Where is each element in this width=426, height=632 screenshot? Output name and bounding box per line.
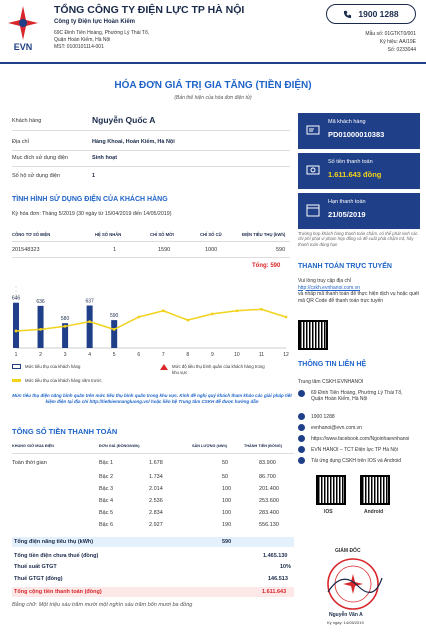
phone-icon: [343, 10, 352, 19]
invoice-header: [0, 0, 426, 68]
amount-due-card: [298, 153, 420, 189]
payment-price: 1.734: [149, 474, 163, 480]
chart-x-tick-label: 1: [14, 352, 18, 358]
payment-tier: Bậc 3: [99, 486, 114, 492]
chart-x-tick-label: 3: [63, 352, 67, 358]
grand-total-label: Tổng cộng tiền thanh toán (đồng): [14, 589, 102, 595]
vat-label: Thuế GTGT (đồng): [14, 576, 63, 582]
payment-tier: Bậc 6: [99, 522, 114, 528]
chart-bar: [38, 306, 44, 348]
chart-bar: [13, 303, 19, 348]
chart-previous-year-point: [88, 320, 91, 323]
amount-due: 1.611.643 đồng: [328, 170, 382, 179]
payment-amount: 83.900: [259, 460, 276, 466]
chart-bar-label: 580: [60, 316, 70, 323]
company-address: [54, 30, 149, 51]
due-date-card: [298, 193, 420, 229]
meter-number: 201548323: [12, 247, 40, 253]
tax-code: MST: 0100101114-001: [54, 44, 104, 50]
email-icon: [298, 424, 305, 431]
chart-x-tick-label: 9: [210, 352, 214, 358]
payment-price: 1.678: [149, 460, 163, 466]
payment-amount: 201.400: [259, 486, 279, 492]
legend-current: [12, 364, 80, 370]
customer-households-label: Số hộ sử dụng điện: [12, 173, 61, 179]
contact-email[interactable]: evnhanoi@evn.com.vn: [311, 424, 362, 431]
online-text: Vui lòng truy cập địa chỉ: [298, 278, 351, 284]
old-index: 1000: [205, 247, 218, 253]
payment-qty: 100: [222, 498, 232, 504]
table-divider: [12, 241, 290, 242]
payment-qty: 190: [222, 522, 232, 528]
online-payment-text: [298, 278, 420, 304]
payment-price: 2.536: [149, 498, 163, 504]
chart-bar: [111, 320, 117, 348]
usage-section-title: TÌNH HÌNH SỬ DỤNG ĐIỆN CỦA KHÁCH HÀNG: [12, 196, 168, 203]
money-icon: [306, 163, 320, 177]
chart-x-tick-label: 10: [234, 352, 240, 358]
subcompany-name: Công ty Điện lực Hoàn Kiếm: [54, 19, 136, 25]
customer-purpose-row: [12, 155, 118, 161]
payment-amount: 556.130: [259, 522, 279, 528]
contact-facebook[interactable]: https://www.facebook.com/Ngoinhaevnhanoi: [311, 435, 410, 442]
phone-icon: [298, 413, 305, 420]
chart-previous-year-point: [137, 316, 140, 319]
form-number: Mẫu số: 01GTKT0/001: [365, 31, 416, 37]
location-icon: [298, 390, 305, 397]
chart-x-tick-label: 4: [88, 352, 92, 358]
chart-x-tick-label: 2: [39, 352, 42, 358]
chart-x-tick-label: 8: [186, 352, 190, 358]
legend-current-label: Mức tiêu thụ của khách hàng: [25, 364, 81, 369]
due-date-label: Hạn thanh toán: [328, 199, 366, 205]
due-date: 21/05/2019: [328, 210, 366, 219]
chart-x-tick-label: 12: [283, 352, 289, 358]
director-title: GIÁM ĐỐC: [335, 548, 361, 554]
payment-tier: Bậc 4: [99, 498, 114, 504]
customer-name-row: [12, 115, 156, 125]
hotline-number: 1900 1288: [358, 9, 399, 19]
download-icon: [298, 457, 305, 464]
invoice-meta: [365, 30, 416, 54]
contact-address: 69 Đinh Tiên Hoàng, Phường Lý Thái Tổ, Quận Hoàn Kiếm, Hà Nội: [311, 390, 403, 402]
invoice-number: Số: 0233044: [387, 47, 416, 53]
payment-amount: 86.700: [259, 474, 276, 480]
contact-email-row: [298, 424, 362, 431]
online-text-2: và nhấp mã thanh toán để thực hiện dịch vụ hoặc quét mã QR Code để thanh toán trực tuyến: [298, 291, 419, 304]
pre-tax-label: Tổng tiền điện chưa thuế (đồng): [14, 553, 99, 559]
customer-households: 1: [92, 173, 96, 179]
chart-previous-year-point: [64, 325, 67, 328]
logo-text: EVN: [13, 42, 33, 52]
info-divider: [12, 130, 290, 131]
chart-x-tick-label: 5: [112, 352, 116, 358]
usage-chart: [8, 278, 294, 360]
vat-rate-label: Thuế suất GTGT: [14, 564, 57, 570]
payment-qty: 50: [222, 474, 229, 480]
customer-purpose-label: Mục đích sử dụng điện: [12, 155, 68, 161]
chart-x-tick-label: 6: [137, 352, 141, 358]
meter-col-header: CÔNG TƠ SỐ ĐIỆN: [12, 232, 51, 237]
total-kwh-label: Tổng điện năng tiêu thụ (kWh): [14, 539, 94, 545]
contact-download-row: [298, 457, 401, 464]
payment-group-label: Toàn thời gian: [12, 460, 47, 466]
legend-previous-label: Mức tiêu thụ của khách hàng năm trước: [25, 378, 102, 383]
payment-tier: Bậc 1: [99, 460, 114, 466]
contact-phone[interactable]: 1900 1288: [311, 413, 335, 420]
vat-rate: 10%: [280, 564, 292, 570]
payment-qty: 100: [222, 510, 232, 516]
customer-name-label: Khách hàng: [12, 118, 42, 124]
chart-previous-year-line: [16, 309, 286, 331]
payment-tier: Bậc 2: [99, 474, 114, 480]
android-label: Android: [364, 509, 384, 515]
payment-amount: 283.400: [259, 510, 279, 516]
payment-qty: 50: [222, 460, 229, 466]
info-divider: [12, 150, 290, 151]
chart-previous-year-point: [285, 316, 288, 319]
payment-tier: Bậc 5: [99, 510, 114, 516]
table-divider: [12, 453, 294, 454]
app-icon: [298, 446, 305, 453]
payment-amount: 253.600: [259, 498, 279, 504]
multiplier: 1: [113, 247, 117, 253]
contact-facebook-row: [298, 435, 409, 442]
director-name: Nguyễn Văn A: [329, 612, 363, 618]
chart-previous-year-point: [162, 309, 165, 312]
online-url-link[interactable]: http://cskh.evnhanoi.com.vn: [298, 284, 360, 291]
address-line-2: Quận Hoàn Kiếm, Hà Nội: [54, 37, 111, 43]
grand-total: 1.611.643: [262, 589, 287, 595]
new-index: 1590: [158, 247, 171, 253]
customer-purpose: Sinh hoạt: [92, 155, 118, 161]
contact-download: Tải ứng dụng CSKH trên IOS và Android: [311, 457, 402, 464]
invoice-subtitle: (Bản thể hiện của hóa đơn điện tử): [174, 95, 252, 101]
pre-tax: 1.465.130: [263, 553, 288, 559]
contact-phone-row: [298, 413, 335, 420]
legend-previous: [12, 378, 102, 384]
chart-previous-year-point: [15, 330, 18, 333]
legend-current-swatch: [12, 364, 21, 369]
customer-name: Nguyễn Quốc A: [92, 115, 156, 125]
info-divider: [12, 166, 290, 167]
late-payment-note: Trường hợp khách hàng thanh toán chậm, có thể phát sinh các chi phí phạt vi phạm hợp đồng và để xuất phát chậm trả, hãy thanh toán đúng hạn: [298, 231, 418, 247]
customer-address-row: [12, 139, 175, 145]
legend-area-label: Mức độ tiêu thụ bình quân của khách hàng trong khu vực: [172, 364, 265, 375]
consumption-col-header: ĐIỆN TIÊU THỤ (kWh): [242, 232, 286, 237]
tier-col-header: KHUNG GIỜ MUA ĐIỆN: [12, 444, 54, 448]
legend-area-swatch: [160, 364, 168, 370]
chart-x-tick-label: 11: [258, 352, 265, 358]
contact-app-row: [298, 446, 398, 453]
price-col-header: ĐƠN GIÁ (ĐỒNG/kWh): [99, 444, 140, 448]
payment-qr-code[interactable]: [298, 320, 328, 350]
customer-address-label: Địa chỉ: [12, 139, 29, 145]
calendar-icon: [306, 203, 320, 217]
chart-previous-year-point: [113, 328, 116, 331]
chart-previous-year-point: [260, 308, 263, 311]
vat: 146.513: [268, 576, 288, 582]
legend-previous-swatch: [12, 379, 21, 382]
payment-price: 2.927: [149, 522, 163, 528]
android-qr-code[interactable]: [360, 475, 390, 505]
ios-qr-code[interactable]: [316, 475, 346, 505]
amount-col-header: THÀNH TIỀN (ĐỒNG): [244, 444, 282, 448]
payment-price: 2.014: [149, 486, 163, 492]
old-index-col-header: CHỈ SỐ CŨ: [200, 232, 222, 237]
ios-label: IOS: [324, 509, 333, 515]
chart-bar-label: 636: [36, 298, 45, 305]
usage-total: Tổng: 590: [252, 263, 281, 269]
online-payment-title: THANH TOÁN TRỰC TUYẾN: [298, 263, 392, 270]
qty-col-header: SẢN LƯỢNG (kWh): [192, 444, 228, 448]
contact-app: EVN HANOI – TCT Điện lực TP Hà Nội: [311, 446, 398, 453]
amount-due-label: Số tiền thanh toán: [328, 159, 373, 165]
company-name: TỔNG CÔNG TY ĐIỆN LỰC TP HÀ NỘI: [54, 4, 245, 16]
invoice-title: HÓA ĐƠN GIÁ TRỊ GIA TĂNG (TIỀN ĐIỆN): [114, 80, 312, 91]
chart-previous-year-point: [186, 319, 189, 322]
legend-area: [160, 364, 270, 375]
header-divider: [0, 62, 426, 64]
customer-code-label: Mã khách hàng: [328, 119, 366, 125]
consumption: 590: [276, 247, 286, 253]
chart-x-tick-label: 7: [161, 352, 165, 358]
multiplier-col-header: HỆ SỐ NHÂN: [95, 232, 122, 237]
payment-section-title: TỔNG SỐ TIỀN THANH TOÁN: [12, 427, 118, 436]
id-card-icon: [306, 123, 320, 137]
chart-previous-year-point: [236, 309, 239, 312]
contact-center: Trung tâm CSKH EVNHANOI: [298, 379, 364, 385]
hotline-badge[interactable]: [326, 4, 416, 24]
saving-note: Mức tiêu thụ điện năng bình quân trên mức tiêu thụ bình quân trong khu vực. Kính đề nghị quý khách tham khảo các giải pháp tiết kiệm điện tại địa chỉ http://tietkiemnangluong.vn/ hoặc liên hệ Trung tâm CSKH để được hướng dẫn: [12, 393, 292, 404]
amount-in-words: Bằng chữ: Một triệu sáu trăm mười một nghìn sáu trăm bốn mươi ba đồng: [12, 602, 193, 608]
payment-price: 2.834: [149, 510, 163, 516]
customer-households-row: [12, 173, 96, 179]
customer-code: PD01000010383: [328, 130, 385, 139]
facebook-icon: [298, 435, 305, 442]
new-index-col-header: CHỈ SỐ MỚI: [150, 232, 174, 237]
customer-code-card: [298, 113, 420, 149]
chart-bar-label: 646: [11, 295, 21, 302]
chart-bar-label: 590: [110, 313, 119, 320]
customer-address: Hàng Khoai, Hoàn Kiếm, Hà Nội: [92, 139, 175, 145]
chart-bar-label: 637: [85, 298, 94, 305]
invoice-symbol: Ký hiệu: AA/19E: [379, 39, 416, 45]
chart-previous-year-point: [211, 313, 214, 316]
company-stamp-icon: [320, 556, 386, 612]
chart-bar: [87, 306, 93, 348]
table-divider: [12, 257, 290, 258]
address-line-1: 69C Đinh Tiên Hoàng, Phường Lý Thái Tổ,: [54, 30, 150, 36]
contact-address-row: [298, 390, 416, 402]
payment-qty: 100: [222, 486, 232, 492]
chart-previous-year-point: [39, 328, 42, 331]
sign-date: Ký ngày: 14/05/2019: [327, 620, 364, 625]
billing-period: Kỳ hóa đơn: Tháng 5/2019 (30 ngày từ 15/04/2019 đến 14/05/2019): [12, 211, 172, 217]
contact-title: THÔNG TIN LIÊN HỆ: [298, 361, 367, 368]
total-kwh: 590: [222, 539, 232, 545]
evn-logo-icon: [8, 6, 38, 52]
